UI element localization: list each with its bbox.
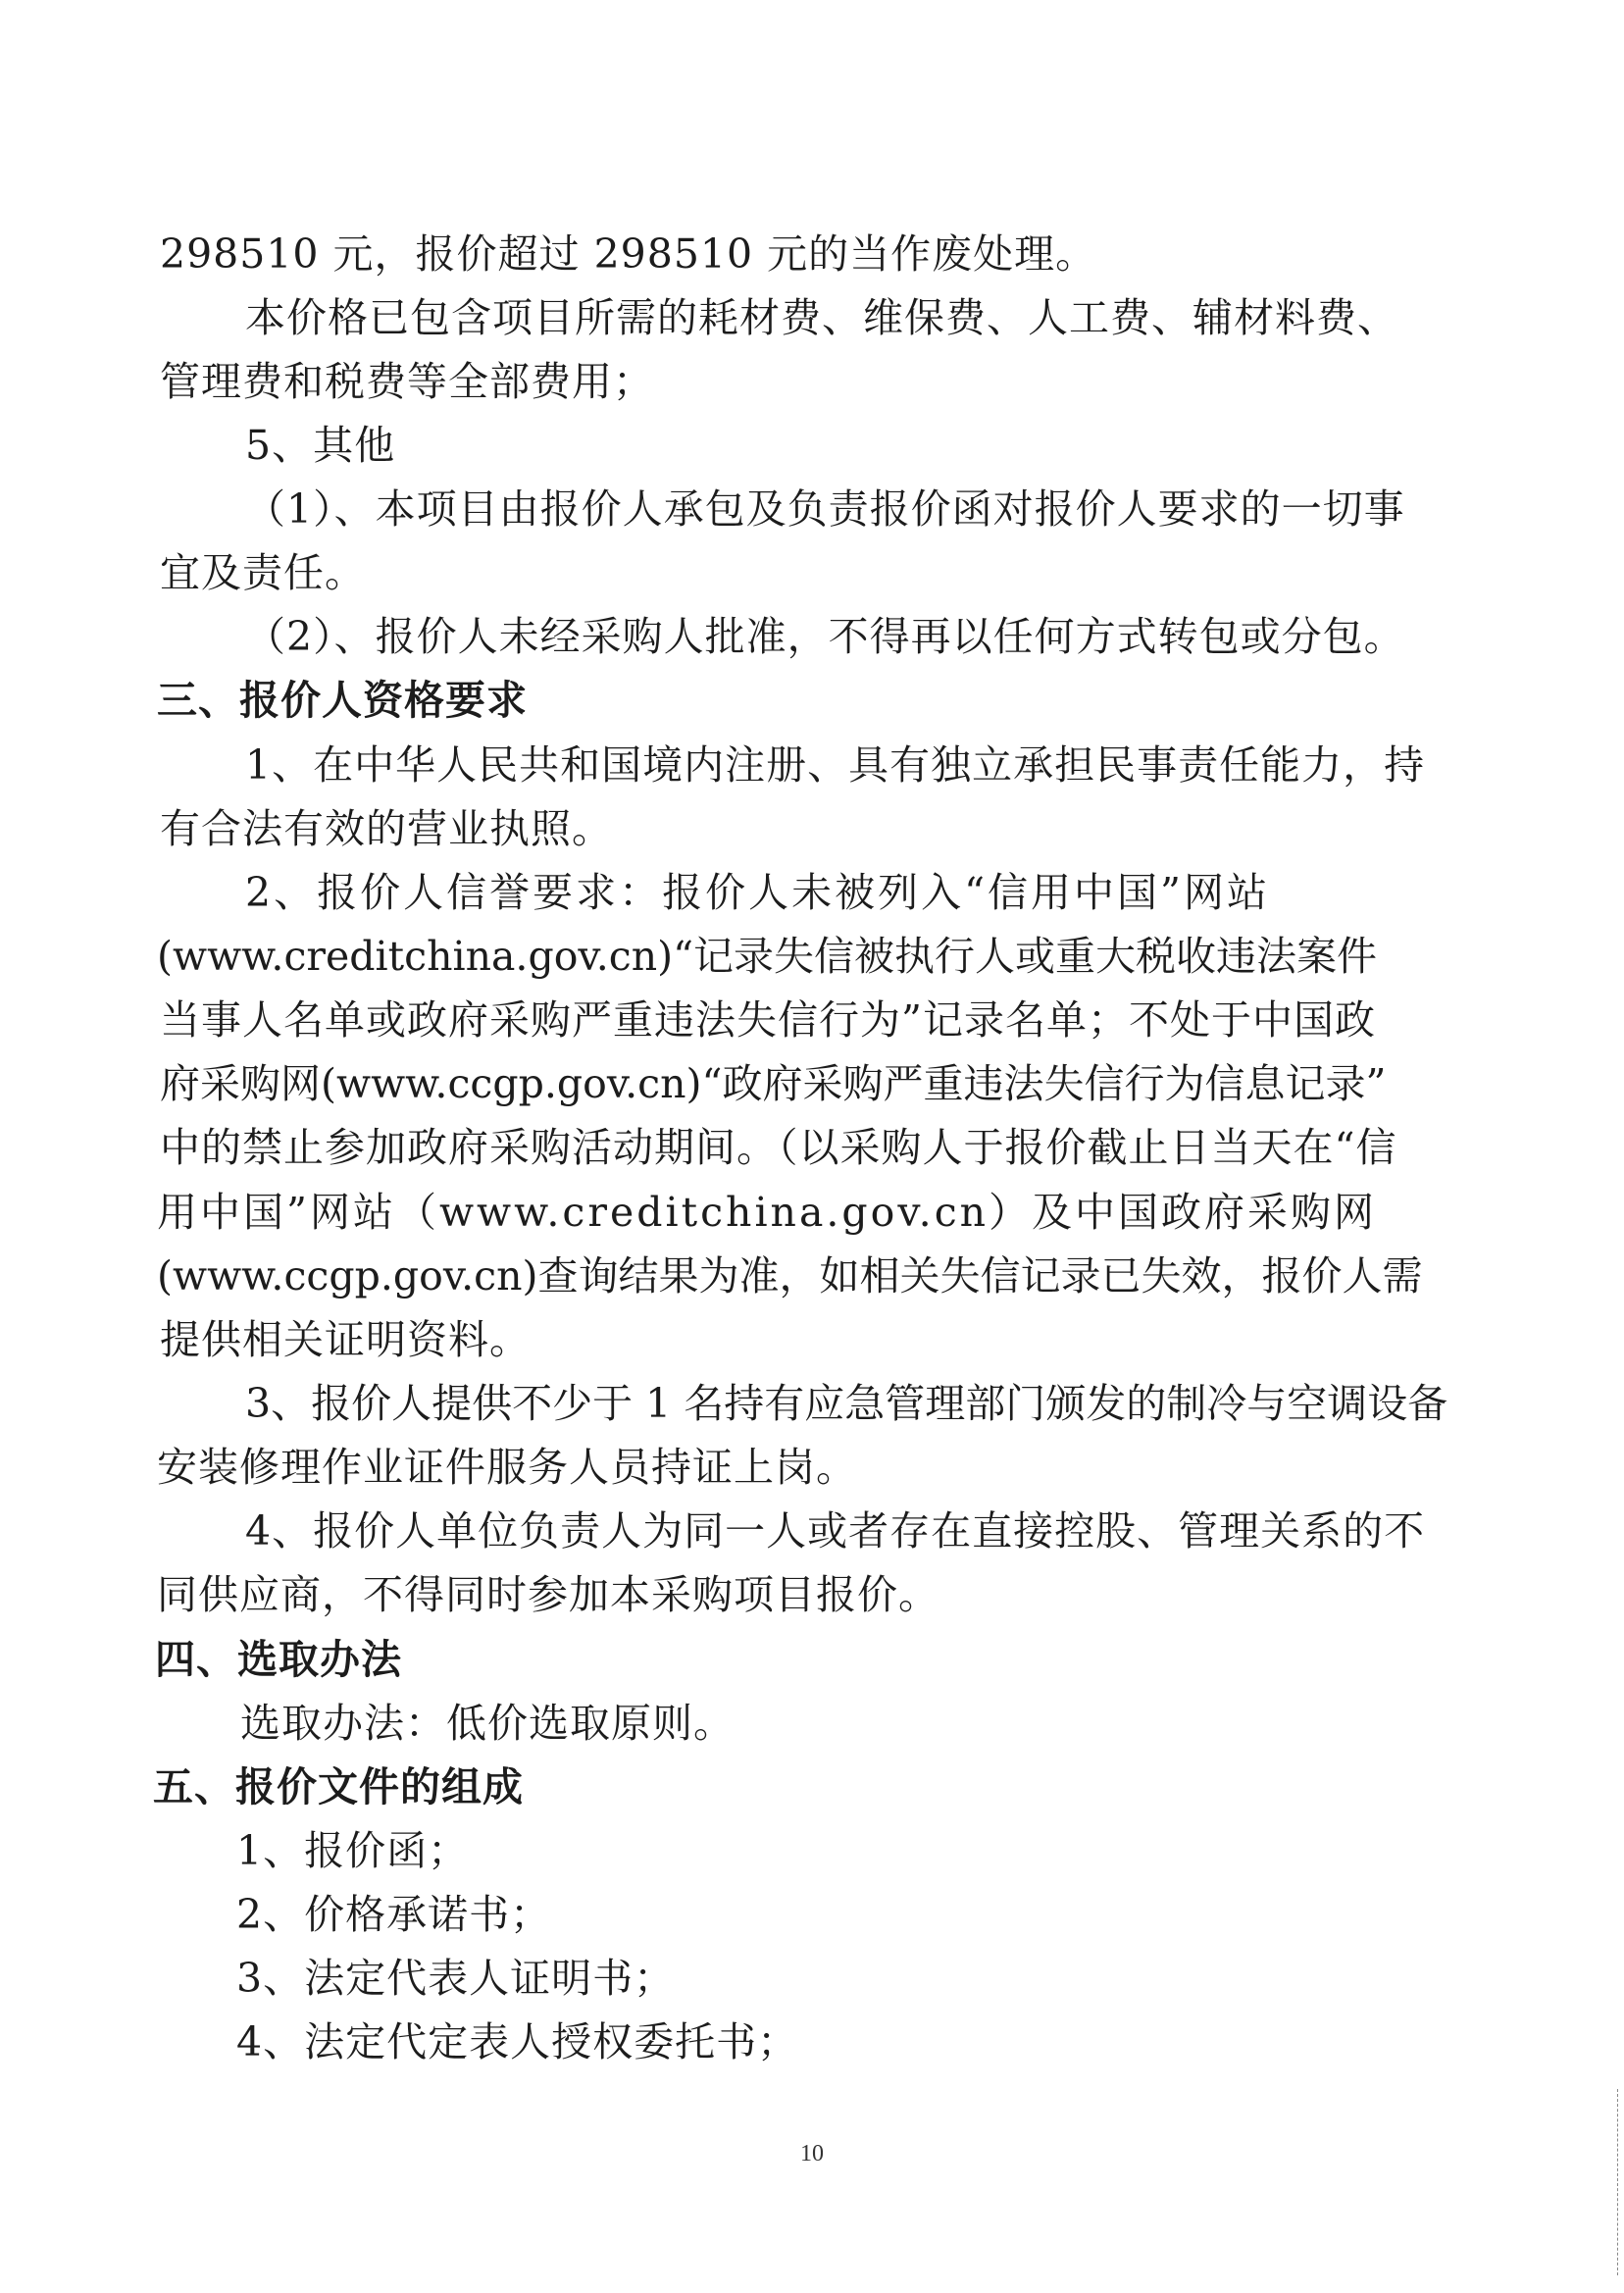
list-item: 4、法定代定表人授权委托书； <box>236 2018 799 2065</box>
paragraph-line: 中的禁止参加政府采购活动期间。（以采购人于报价截止日当天在“信 <box>160 1124 1397 1171</box>
list-item: 3、法定代表人证明书； <box>236 1955 676 2002</box>
paragraph-line: 本价格已包含项目所需的耗材费、维保费、人工费、辅材料费、 <box>245 294 1398 341</box>
paragraph-line: (www.creditchina.gov.cn)“记录失信被执行人或重大税收违法案件 <box>157 933 1378 980</box>
page-number: 10 <box>800 2141 824 2166</box>
paragraph-line: (www.ccgp.gov.cn)查询结果为准，如相关失信记录已失效，报价人需 <box>157 1252 1423 1299</box>
paragraph-line: 宜及责任。 <box>160 549 366 596</box>
section-heading: 三、报价人资格要求 <box>157 677 528 724</box>
paragraph-line: 2、报价人信誉要求：报价人未被列入“信用中国”网站 <box>245 869 1271 916</box>
paragraph-line: 4、报价人单位负责人为同一人或者存在直接控股、管理关系的不 <box>245 1507 1426 1554</box>
paragraph-line: 同供应商，不得同时参加本采购项目报价。 <box>157 1571 939 1618</box>
paragraph-line: 选取办法：低价选取原则。 <box>240 1700 735 1747</box>
paragraph-line: 提供相关证明资料。 <box>160 1316 531 1363</box>
paragraph-line: 用中国”网站（www.creditchina.gov.cn）及中国政府采购网 <box>157 1189 1378 1236</box>
section-heading: 五、报价文件的组成 <box>153 1763 524 1810</box>
paragraph-line: 3、报价人提供不少于 1 名持有应急管理部门颁发的制冷与空调设备 <box>245 1380 1448 1427</box>
paragraph-line: 1、在中华人民共和国境内注册、具有独立承担民事责任能力，持 <box>245 741 1426 789</box>
paragraph-line: 5、其他 <box>245 422 396 469</box>
paragraph-line: 安装修理作业证件服务人员持证上岗。 <box>157 1444 857 1491</box>
paragraph-line: 管理费和税费等全部费用； <box>160 358 654 405</box>
paragraph-line: （2）、报价人未经采购人批准，不得再以任何方式转包或分包。 <box>245 613 1405 660</box>
scan-edge-mark <box>1616 2089 1618 2275</box>
paragraph-line: 有合法有效的营业执照。 <box>160 805 613 852</box>
section-heading: 四、选取办法 <box>155 1636 402 1683</box>
list-item: 2、价格承诺书； <box>236 1891 552 1938</box>
paragraph-line: 府采购网(www.ccgp.gov.cn)“政府采购严重违法失信行为信息记录” <box>160 1060 1387 1107</box>
paragraph-line: 298510 元，报价超过 298510 元的当作废处理。 <box>160 230 1097 278</box>
list-item: 1、报价函； <box>236 1827 470 1874</box>
paragraph-line: 当事人名单或政府采购严重违法失信行为”记录名单；不处于中国政 <box>160 996 1376 1044</box>
paragraph-line: （1）、本项目由报价人承包及负责报价函对报价人要求的一切事 <box>245 485 1405 533</box>
